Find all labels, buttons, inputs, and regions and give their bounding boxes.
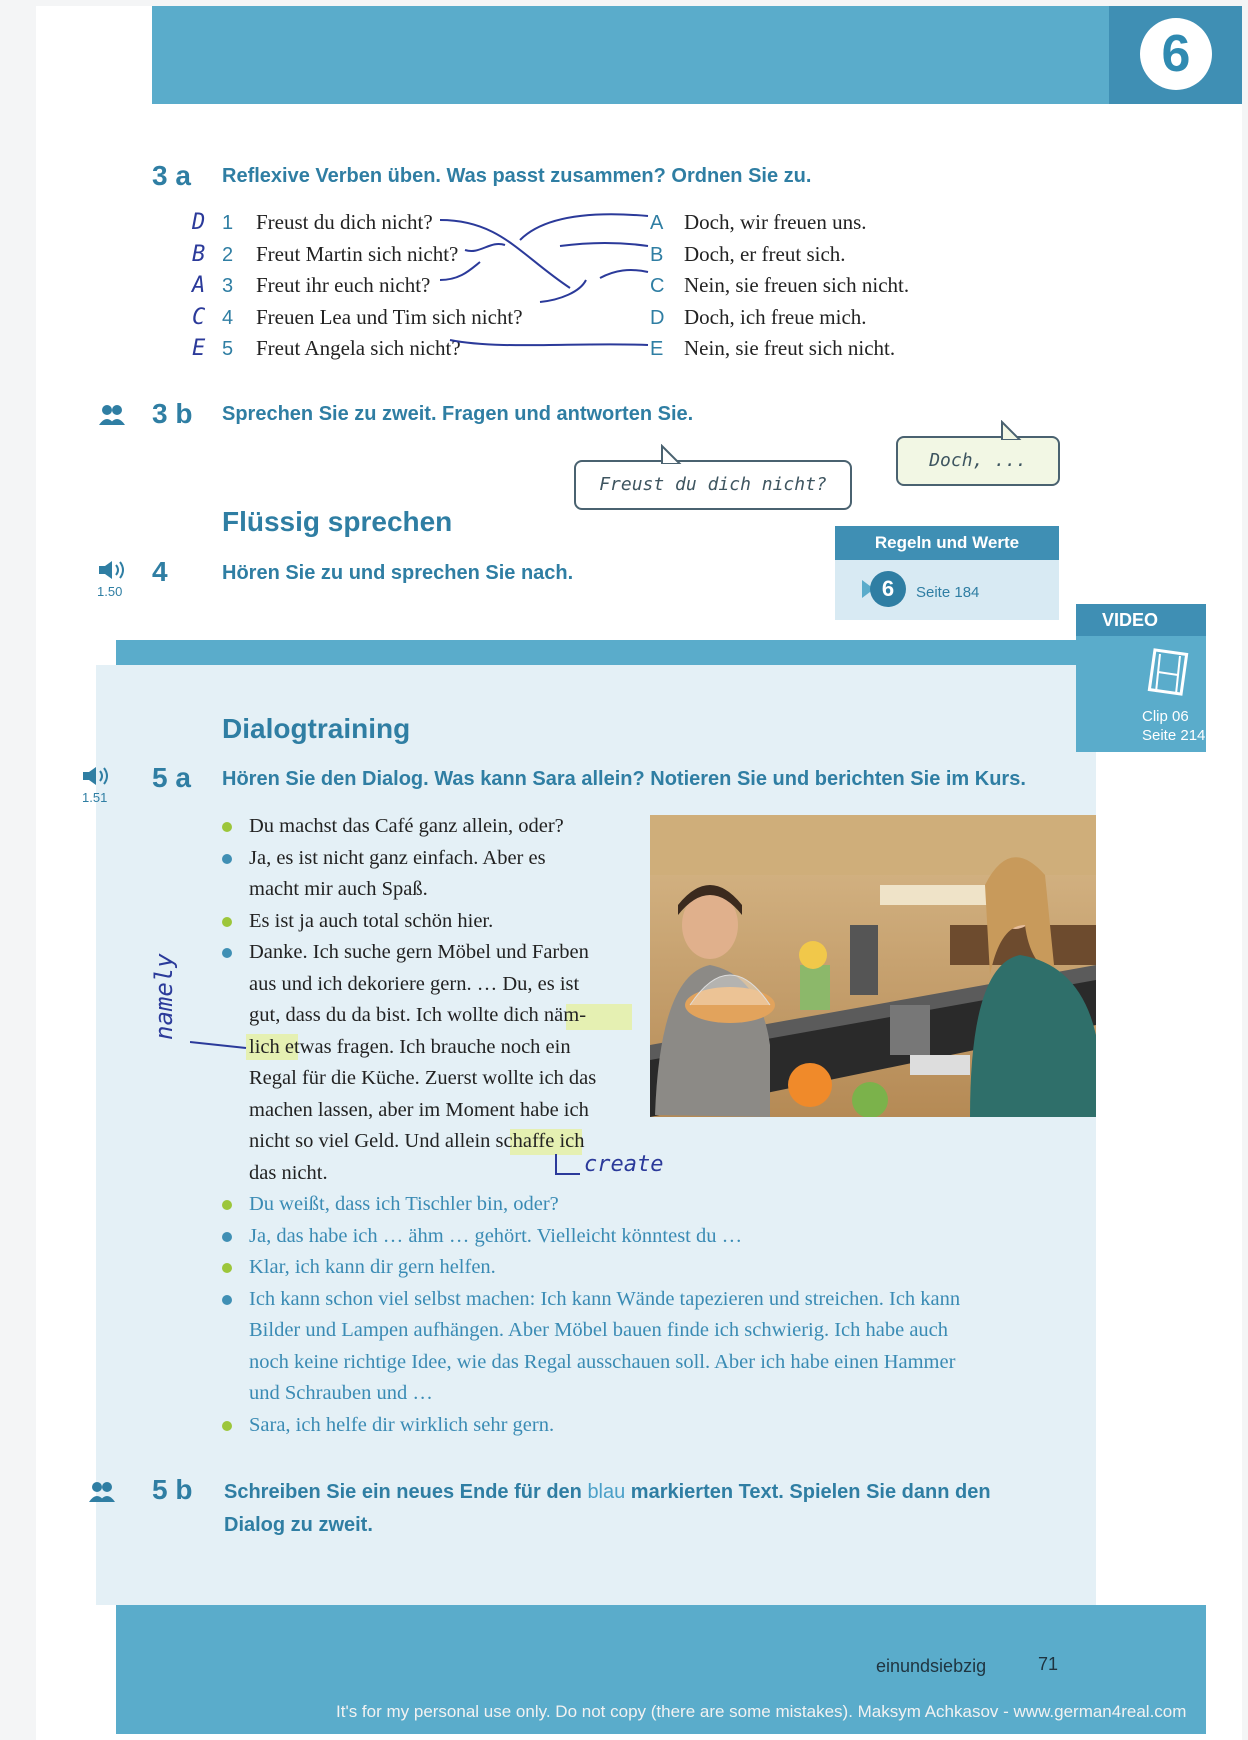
video-clip: Clip 06 [1142,708,1189,725]
answer-text: Doch, ich freue mich. [684,304,867,329]
dialog-line: Du machst das Café ganz allein, oder? [249,815,564,837]
instruction-part: Schreiben Sie ein neues Ende für den [224,1481,588,1503]
pair-work-icon [98,403,126,432]
rules-title: Regeln und Werte [835,526,1059,560]
question-text: Freut Martin sich nicht? [256,241,459,266]
section-heading-dialog: Dialogtraining [222,713,411,744]
watermark: It's for my personal use only. Do not copy (there are some mistakes). Maksym Achkasov - www.german4real.com [336,1702,1187,1721]
answer-letter: E [650,338,664,360]
chapter-number: 6 [1140,18,1212,90]
exercise-3a-instruction: Reflexive Verben üben. Was passt zusammen? Ordnen Sie zu. [222,165,812,187]
handwritten-note-create: create [584,1152,664,1177]
matching-lines [440,200,670,370]
dialog-line-blue: noch keine richtige Idee, wie das Regal ausschauen soll. Aber ich habe einen Hammer [249,1350,956,1373]
film-icon [1146,648,1192,696]
pair-work-icon [88,1480,116,1509]
exercise-4-number: 4 [152,556,168,587]
question-text: Freuen Lea und Tim sich nicht? [256,304,523,329]
exercise-3a-number: 3 a [152,160,191,191]
rules-page-ref: Seite 184 [916,584,980,601]
question-number: 5 [222,338,234,360]
section-heading-fluessig: Flüssig sprechen [222,506,453,537]
dialog-line-blue: Du weißt, dass ich Tischler bin, oder? [249,1193,559,1215]
dialog-line: gut, dass du da bist. Ich wollte dich näm- [249,1004,587,1026]
question-number: 1 [222,212,234,234]
audio-icon[interactable] [98,560,126,585]
rules-chapter-badge: 6 [870,571,906,607]
bullet-dot [222,1295,232,1305]
bullet-dot [222,948,232,958]
question-text: Freut Angela sich nicht? [256,336,461,360]
annotation-arrow [190,1028,250,1058]
bullet-dot [222,1232,232,1242]
annotation-hook [552,1152,582,1178]
exercise-5a-number: 5 a [152,762,191,793]
exercise-4-instruction: Hören Sie zu und sprechen Sie nach. [222,562,574,584]
video-title: VIDEO [1076,604,1206,636]
answer-letter: B [650,243,664,266]
question-number: 3 [222,275,234,297]
instruction-part: markierten Text. Spielen Sie dann den [625,1481,991,1503]
handwritten-answer: B [192,241,206,267]
dialog-line: macht mir auch Spaß. [249,878,428,900]
dialog-line: Regal für die Küche. Zuerst wollte ich das [249,1067,597,1089]
exercise-5b-number: 5 b [152,1474,193,1505]
dialog-line: nicht so viel Geld. Und allein schaffe ich [249,1130,585,1152]
answer-text: Doch, wir freuen uns. [684,210,867,234]
handwritten-answer: A [192,273,206,298]
dialog-line: machen lassen, aber im Moment habe ich [249,1098,589,1121]
handwritten-answer: C [192,304,206,330]
bullet-dot [222,1200,232,1210]
dialog-line: Ja, es ist nicht ganz einfach. Aber es [249,846,546,869]
dialog-line-blue: Sara, ich helfe dir wirklich sehr gern. [249,1413,555,1436]
bullet-dot [222,1421,232,1431]
instruction-highlight-blue: blau [587,1481,626,1503]
answer-text: Doch, er freut sich. [684,241,846,266]
exercise-5b-instruction-line2: Dialog zu zweit. [224,1514,373,1536]
answer-letter: C [650,275,665,297]
handwritten-answer: D [192,210,206,235]
cafe-photo [650,815,1096,1117]
exercise-5a-instruction: Hören Sie den Dialog. Was kann Sara allein? Notieren Sie und berichten Sie im Kurs. [222,768,1026,790]
dialog-line-blue: Bilder und Lampen aufhängen. Aber Möbel bauen finde ich schwierig. Ich habe auch [249,1319,949,1341]
question-number: 2 [222,243,234,266]
bullet-dot [222,822,232,832]
dialog-line: Es ist ja auch total schön hier. [249,909,494,932]
handwritten-note-namely: namely [150,953,178,1040]
dialog-line: aus und ich dekoriere gern. … Du, es ist [249,972,580,995]
speech-bubble-question: Freust du dich nicht? [574,460,852,510]
handwritten-answer: E [192,336,206,361]
dialog-line-blue: und Schrauben und … [249,1382,433,1404]
bullet-dot [222,854,232,864]
answer-letter: D [650,306,665,329]
dialog-line: lich etwas fragen. Ich brauche noch ein [249,1035,571,1058]
exercise-5b-instruction [224,1481,991,1504]
page-number: 71 [1038,1654,1059,1674]
dialog-line-blue: Klar, ich kann dir gern helfen. [249,1256,496,1278]
dialog-line-blue: Ja, das habe ich … ähm … gehört. Vielleicht könntest du … [249,1224,743,1247]
dialog-line: das nicht. [249,1161,328,1184]
exercise-3b-instruction: Sprechen Sie zu zweit. Fragen und antworten Sie. [222,403,694,425]
answer-text: Nein, sie freuen sich nicht. [684,273,910,297]
dialog-line-blue: Ich kann schon viel selbst machen: Ich kann Wände tapezieren und streichen. Ich kann [249,1287,961,1310]
answer-letter: A [650,212,664,234]
question-text: Freut ihr euch nicht? [256,273,431,297]
bullet-dot [222,1263,232,1273]
exercise-3b-number: 3 b [152,398,193,429]
top-banner [152,6,1242,104]
speech-bubble-tail [1000,420,1030,440]
dialog-panel [96,665,1096,1605]
page-word: einundsiebzig [876,1656,987,1676]
answer-text: Nein, sie freut sich nicht. [684,336,896,360]
audio-icon[interactable] [82,766,110,791]
speech-bubble-tail [660,444,690,464]
video-page: Seite 214 [1142,727,1206,744]
dialog-line: Danke. Ich suche gern Möbel und Farben [249,941,589,963]
bullet-dot [222,917,232,927]
track-number: 1.51 [82,790,108,805]
track-number: 1.50 [97,584,123,599]
question-text: Freust du dich nicht? [256,210,433,234]
question-number: 4 [222,306,234,329]
speech-bubble-answer: Doch, ... [896,436,1060,486]
